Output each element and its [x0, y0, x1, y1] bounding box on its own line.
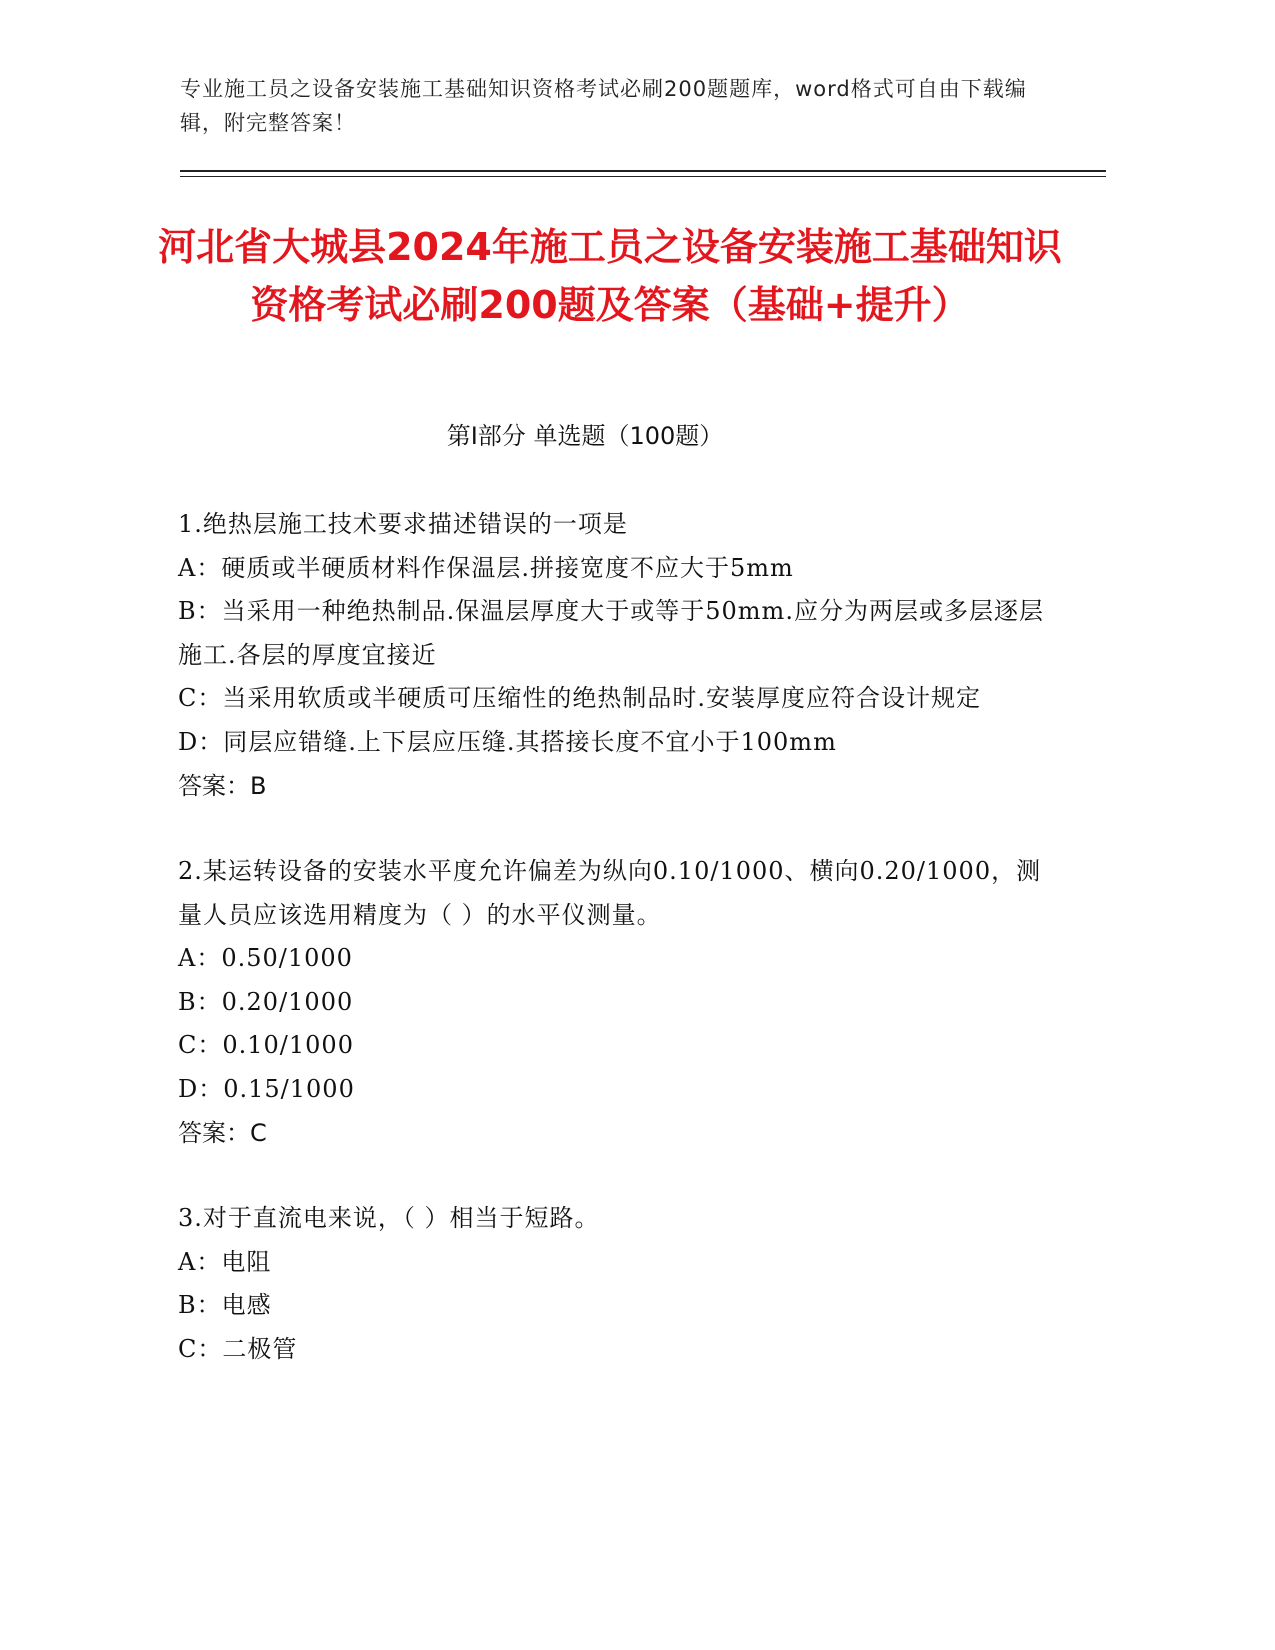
option-a: A：电阻	[178, 1247, 272, 1276]
option-c: C：二极管	[178, 1334, 298, 1363]
header-rule-thick	[180, 170, 1106, 172]
option-c: C：当采用软质或半硬质可压缩性的绝热制品时.安装厚度应符合设计规定	[178, 684, 981, 712]
question-2	[178, 850, 1058, 1155]
header-rule-thin	[180, 176, 1106, 177]
option-b: B：电感	[178, 1291, 272, 1319]
option-d: D：0.15/1000	[178, 1074, 355, 1103]
answer-label: 答案：C	[178, 1119, 267, 1147]
header-note: 专业施工员之设备安装施工基础知识资格考试必刷200题题库，word格式可自由下载编辑，附完整答案！	[180, 77, 1027, 135]
option-b: B：当采用一种绝热制品.保温层厚度大于或等于50mm.应分为两层或多层逐层施工.各层的厚度宜接近	[178, 597, 1044, 669]
question-3	[178, 1197, 1058, 1371]
question-stem: 1.绝热层施工技术要求描述错误的一项是	[178, 510, 628, 538]
document-title: 河北省大城县2024年施工员之设备安装施工基础知识资格考试必刷200题及答案（基础+提升）	[158, 225, 1062, 327]
option-d: D：同层应错缝.上下层应压缝.其搭接长度不宜小于100mm	[178, 727, 837, 756]
question-stem: 2.某运转设备的安装水平度允许偏差为纵向0.10/1000、横向0.20/1000，测量人员应该选用精度为（ ）的水平仪测量。	[178, 857, 1042, 929]
question-list	[178, 503, 1058, 1413]
section-heading: 第Ⅰ部分 单选题（100题）	[446, 422, 724, 450]
option-a: A：硬质或半硬质材料作保温层.拼接宽度不应大于5mm	[178, 553, 794, 582]
question-1	[178, 503, 1058, 808]
question-stem: 3.对于直流电来说，（ ）相当于短路。	[178, 1204, 600, 1232]
answer-label: 答案：B	[178, 772, 267, 800]
option-a: A：0.50/1000	[178, 944, 353, 972]
option-c: C：0.10/1000	[178, 1031, 354, 1059]
option-b: B：0.20/1000	[178, 987, 354, 1016]
